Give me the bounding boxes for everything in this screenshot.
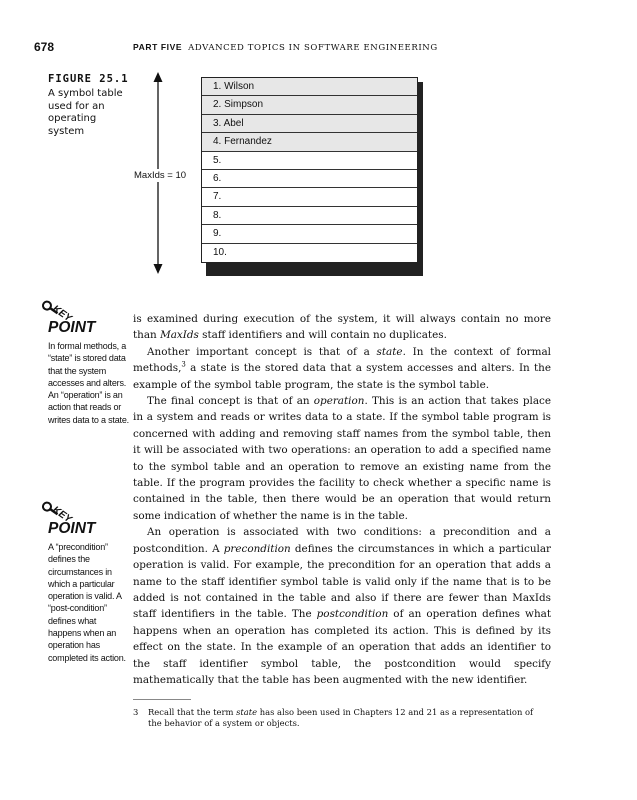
table-row: 8. <box>202 207 417 225</box>
figure-caption: A symbol table used for an operating system <box>48 88 123 137</box>
footnote-divider <box>133 699 191 700</box>
footnote-ref[interactable]: 3 <box>181 360 186 369</box>
key-point-point-text: POINT <box>48 520 96 537</box>
footnote-number: 3 <box>133 707 139 717</box>
running-header-title: ADVANCED TOPICS IN SOFTWARE ENGINEERING <box>188 43 438 53</box>
table-row: 6. <box>202 170 417 188</box>
table-row: 4. Fernandez <box>202 133 417 151</box>
table-row: 1. Wilson <box>202 78 417 96</box>
paragraph-4: An operation is associated with two conditions: a precondition and a postcondition. A precondition defines the circumstances in which a particular operation is valid. For example, the precondition for an operation that adds a name to the staff identifier symbol table is valid only if the name that is to be added is not contained in the table and also if there are fewer than MaxIds staff identifiers in the table. The postcondition of an operation defines what happens when an operation has completed its action. This is defined by its effect on the state. In the example of an operation that adds an identifier to the staff identifier symbol table, the postcondition would specify mathematically that the table has been augmented with the new identifier. <box>133 526 552 686</box>
table-row: 3. Abel <box>202 115 417 133</box>
paragraph-3: The final concept is that of an operation. This is an action that takes place in a system and reads or writes data to a state. If the symbol table program is concerned with adding and removing staff names from the symbol table, then it will be associated with two operations: an operation to add a specified name to the symbol table and an operation to remove an existing name from the table. If the program provides the facility to check whether a specific name is contained in the table, then there would be an operation that would return some indication of whether the name is in the table. <box>133 395 551 522</box>
table-row: 5. <box>202 152 417 170</box>
maxids-label: MaxIds = 10 <box>134 170 187 181</box>
key-point-text-1: In formal methods, a “state” is stored data that the system accesses and alters. An “operation” is an action that reads or writes data to a state. <box>48 341 129 425</box>
running-header-part: PART FIVE <box>133 42 183 52</box>
key-point-badge-2 <box>38 497 100 542</box>
table-row: 10. <box>213 246 227 258</box>
paragraph-2: Another important concept is that of a state. In the context of formal methods,$^3$ a state is the stored data that a system accesses and alters. In the example of the symbol table program, the state is the symbol table. <box>133 345 551 391</box>
page-number: 678 <box>34 40 55 54</box>
key-point-icon <box>38 296 100 336</box>
key-point-badge-1 <box>38 296 100 341</box>
key-point-key-text: KEY <box>50 504 74 526</box>
table-row: 7. <box>202 188 417 206</box>
symbol-table <box>201 77 418 263</box>
key-point-text-2: A “precondition” defines the circumstances in which a particular operation is valid. A “post-condition” defines what happens when an operation has completed its action. <box>48 542 126 663</box>
table-row: 2. Simpson <box>202 96 417 114</box>
paragraph-1: is examined during execution of the system, it will always contain no more than MaxIds staff identifiers and will contain no duplicates. <box>133 313 551 342</box>
key-point-point-text: POINT <box>48 319 96 336</box>
key-point-icon <box>38 497 100 537</box>
footnote <box>133 707 543 729</box>
table-row: 9. <box>202 225 417 243</box>
key-point-key-text: KEY <box>50 303 74 325</box>
body-text <box>133 311 551 688</box>
running-header <box>133 42 438 53</box>
footnote-text: Recall that the term state has also been used in Chapters 12 and 21 as a representation of the behavior of a system or objects. <box>148 707 534 728</box>
figure-label: FIGURE 25.1 <box>48 73 129 85</box>
